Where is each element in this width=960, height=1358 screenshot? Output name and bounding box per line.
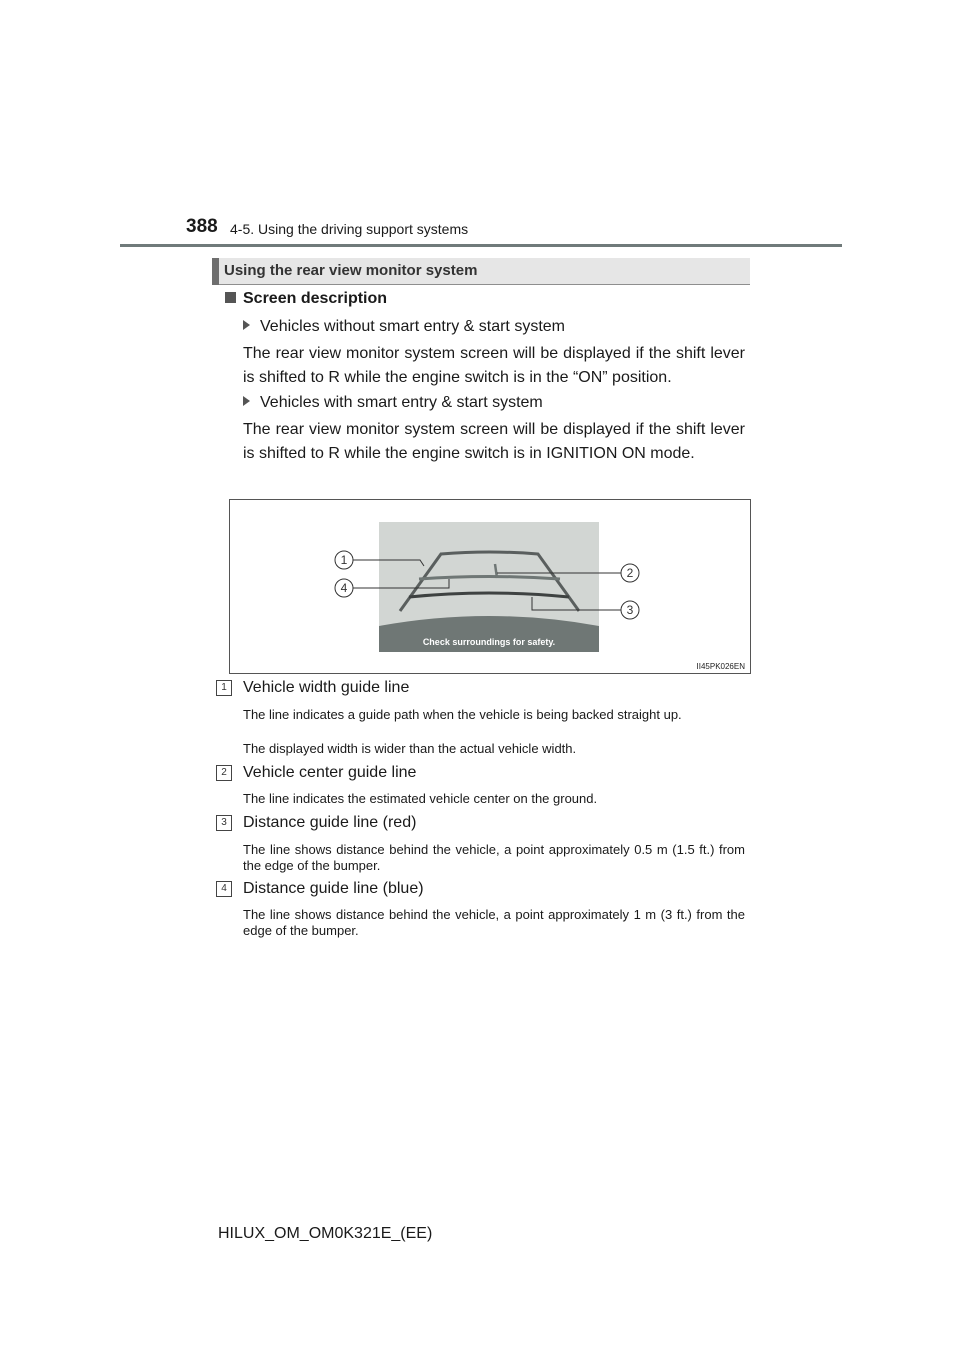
section-title: Using the rear view monitor system <box>224 262 478 279</box>
triangle-bullet-icon <box>243 320 250 330</box>
variant-label-text: Vehicles with smart entry & start system <box>260 394 543 411</box>
item-desc-3: The line shows distance behind the vehicle, a point approximately 0.5 m (1.5 ft.) from the edge of the bumper. <box>243 842 745 873</box>
monitor-illustration <box>230 500 750 673</box>
callout-number-4: 4 <box>340 581 348 595</box>
screen-message: Check surroundings for safety. <box>422 637 556 647</box>
item-title-1: Vehicle width guide line <box>243 679 410 696</box>
variant-label-text: Vehicles without smart entry & start system <box>260 318 565 335</box>
item-number-1: 1 <box>216 680 232 696</box>
callout-number-1: 1 <box>340 553 348 567</box>
variant-label-2 <box>243 394 543 412</box>
triangle-bullet-icon <box>243 396 250 406</box>
item-number-2: 2 <box>216 765 232 781</box>
square-bullet-icon <box>225 292 236 303</box>
subheading <box>225 290 387 308</box>
callout-number-2: 2 <box>626 566 634 580</box>
item-desc-1: The line indicates a guide path when the vehicle is being backed straight up. <box>243 707 682 722</box>
item-title-2: Vehicle center guide line <box>243 764 417 781</box>
item-number-3: 3 <box>216 815 232 831</box>
monitor-figure <box>229 499 751 674</box>
variant-paragraph-2: The rear view monitor system screen will be displayed if the shift lever is shifted to R while the engine switch is in IGNITION ON mode. <box>243 421 745 462</box>
item-desc-1b: The displayed width is wider than the actual vehicle width. <box>243 741 577 756</box>
footer-code: HILUX_OM_OM0K321E_(EE) <box>218 1225 433 1242</box>
item-title-4: Distance guide line (blue) <box>243 880 424 897</box>
page-number: 388 <box>186 216 218 237</box>
section-tab <box>212 258 219 285</box>
item-title-3: Distance guide line (red) <box>243 814 417 831</box>
callout-number-3: 3 <box>626 603 634 617</box>
section-title-bar <box>212 258 750 285</box>
figure-code: II45PK026EN <box>696 662 745 671</box>
running-header: 4-5. Using the driving support systems <box>230 221 469 237</box>
item-desc-4: The line shows distance behind the vehicle, a point approximately 1 m (3 ft.) from the edge of the bumper. <box>243 907 745 938</box>
variant-paragraph-1: The rear view monitor system screen will be displayed if the shift lever is shifted to R while the engine switch is in the “ON” position. <box>243 345 745 386</box>
subheading-text: Screen description <box>243 290 388 307</box>
header-rule <box>120 244 842 247</box>
item-number-4: 4 <box>216 881 232 897</box>
item-desc-2: The line indicates the estimated vehicle center on the ground. <box>243 791 598 806</box>
variant-label-1 <box>243 318 565 336</box>
